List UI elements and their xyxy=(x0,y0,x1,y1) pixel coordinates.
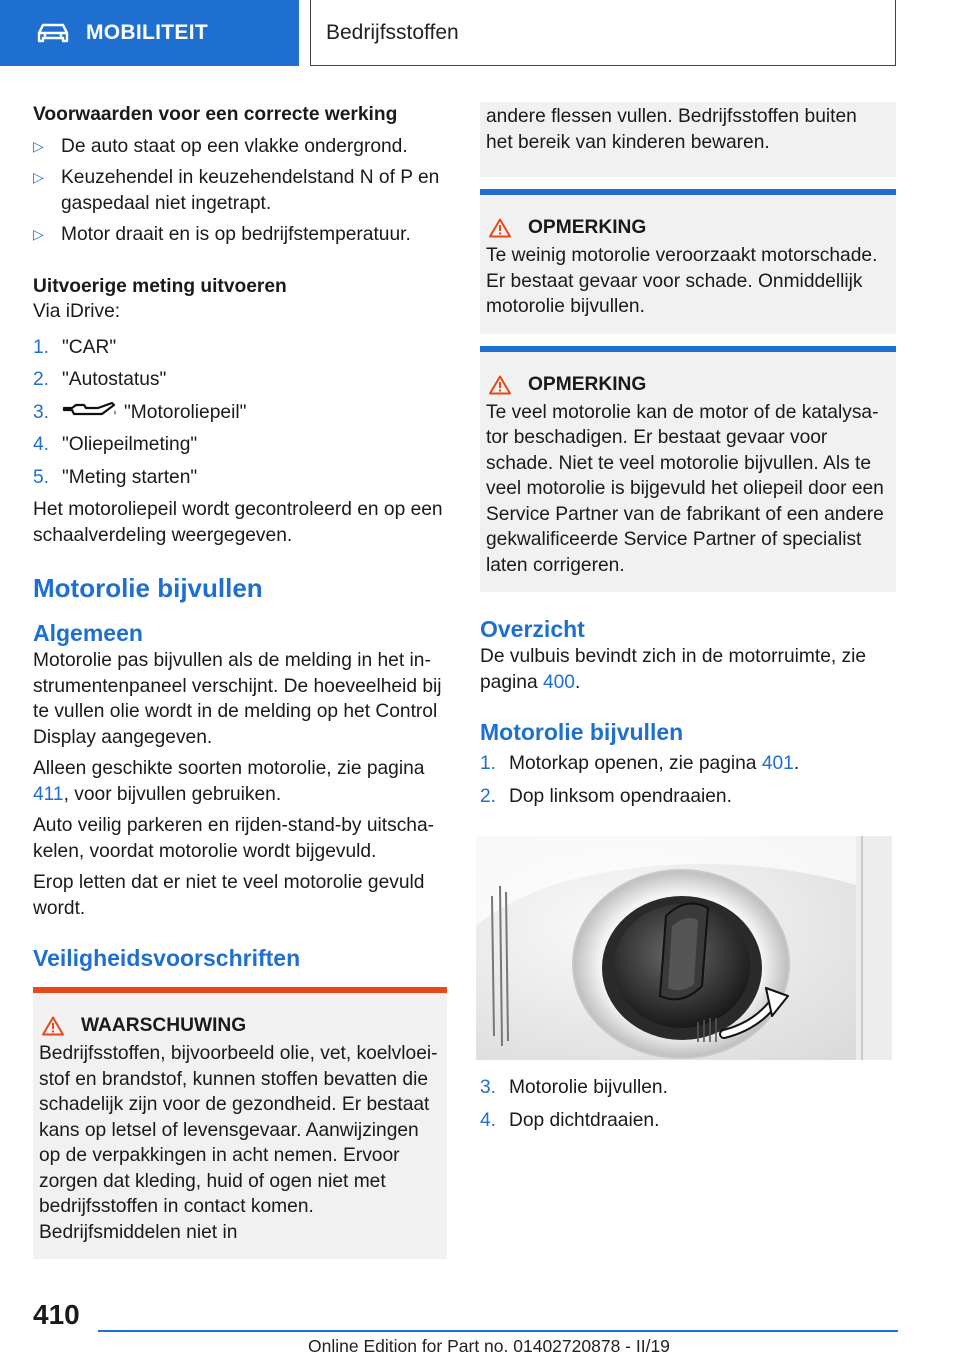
general-p2: Alleen geschikte soorten motorolie, zie pagina 411, voor bijvullen gebruiken. xyxy=(33,758,425,805)
oil-filler-cap-illustration xyxy=(476,836,892,1060)
page-title-text: Bedrijfsstoffen xyxy=(326,20,459,44)
right-column xyxy=(480,102,896,1140)
conditions-heading: Voorwaarden voor een correcte werking xyxy=(33,104,398,125)
note1-text: Te weinig motorolie veroorzaakt motorschade. Er bestaat gevaar voor schade. Onmiddellijk motorolie bijvullen. xyxy=(486,245,878,317)
list-item: 5. "Meting starten" xyxy=(33,466,198,488)
safety-heading: Veiligheidsvoorschriften xyxy=(33,945,301,971)
list-item: ▷ Motor draait en is op bedrijfstemperatuur. xyxy=(33,222,447,248)
footer-divider xyxy=(98,1330,898,1332)
list-item: ▷ De auto staat op een vlakke ondergrond. xyxy=(33,134,447,160)
refill-heading: Motorolie bijvullen xyxy=(33,573,263,603)
page-link-401[interactable]: 401 xyxy=(761,753,794,774)
page-number: 410 xyxy=(33,1299,80,1330)
refill-steps-heading: Motorolie bijvullen xyxy=(480,719,684,745)
note1-title: OPMERKING xyxy=(528,217,647,238)
triangle-bullet-icon: ▷ xyxy=(33,169,44,185)
list-item: 1. Motorkap openen, zie pagina 401. xyxy=(480,753,800,774)
page-title xyxy=(310,0,896,66)
car-icon xyxy=(36,22,70,44)
warning-continued-text: andere flessen vullen. Bedrijfsstoffen buiten het bereik van kinderen bewaren. xyxy=(486,106,857,153)
overview-text: De vulbuis bevindt zich in de motorruimte, zie pagina 400. xyxy=(480,646,867,693)
list-item: 1. "CAR" xyxy=(33,336,117,358)
list-item: 2. "Autostatus" xyxy=(33,369,167,390)
caution-triangle-icon xyxy=(489,218,511,238)
refill-steps-a xyxy=(480,751,896,809)
conditions-list xyxy=(33,134,447,248)
triangle-bullet-icon: ▷ xyxy=(33,137,44,154)
oil-can-icon xyxy=(62,401,118,421)
left-column xyxy=(33,102,447,1259)
overview-heading: Overzicht xyxy=(480,616,585,642)
list-item: 4. "Oliepeilmeting" xyxy=(33,434,198,455)
page-link-400[interactable]: 400 xyxy=(542,671,575,693)
list-item: 3. Motorolie bijvullen. xyxy=(480,1077,668,1098)
list-item: 2. Dop linksom opendraaien. xyxy=(480,785,732,807)
measure-result: Het motoroliepeil wordt gecontroleerd en op een schaalverdeling weergegeven. xyxy=(33,499,443,546)
list-item: 3. "Motoroliepeil" xyxy=(33,401,247,423)
note-box-1 xyxy=(480,189,896,334)
refill-steps-b xyxy=(480,1075,896,1133)
warning-text: Bedrijfsstoffen, bijvoorbeeld olie, vet, koelvloeistof en brandstof, kunnen stoffen bevatten die schadelijk zijn voor de gezondheid. Er bestaat kans op letsel of levensgevaar. Aanwijzingen op de verpakkingen in acht nemen. Ervoor zorgen dat kleding, huid of ogen niet met bedrijfsstoffen in contact komen. Bedrijfsmiddelen niet in xyxy=(39,1043,438,1243)
section-label: MOBILITEIT xyxy=(86,21,208,44)
via-idrive: Via iDrive: xyxy=(33,301,121,322)
general-p1: Motorolie pas bijvullen als de melding in het instrumentenpaneel verschijnt. De hoeveelheid bij te vullen olie wordt in de melding op het Control Display aangegeven. xyxy=(33,650,442,748)
caution-triangle-icon xyxy=(489,375,511,395)
note-box-2 xyxy=(480,346,896,593)
measure-heading: Uitvoerige meting uitvoeren xyxy=(33,275,287,297)
edition-note: Online Edition for Part no. 01402720878 - II/19 xyxy=(308,1336,670,1356)
general-heading: Algemeen xyxy=(33,620,143,646)
warning-triangle-icon xyxy=(42,1016,64,1036)
measure-steps xyxy=(33,335,447,491)
page-link-411[interactable]: 411 xyxy=(33,783,64,805)
warning-box xyxy=(33,987,447,1259)
section-tab[interactable] xyxy=(0,0,299,66)
note2-title: OPMERKING xyxy=(528,373,647,395)
warning-title: WAARSCHUWING xyxy=(81,1015,247,1036)
triangle-bullet-icon: ▷ xyxy=(33,226,44,242)
general-p3: Auto veilig parkeren en rijden-stand-by uitschakelen, voordat motorolie wordt bijgevuld. xyxy=(33,815,435,862)
note2-text: Te veel motorolie kan de motor of de katalysator beschadigen. Er bestaat gevaar voor schade. Niet te veel motorolie bijvullen. Als te veel motorolie is bijgevuld het oliepeil door een Service Partner van de fabrikant of een andere gekwalificeerde Service Partner of specialist laten corrigeren. xyxy=(486,401,884,576)
list-item: ▷ Keuzehendel in keuzehendelstand N of P en gaspedaal niet ingetrapt. xyxy=(33,167,440,214)
list-item: 4. Dop dichtdraaien. xyxy=(480,1109,660,1131)
warning-box-continued xyxy=(480,102,896,177)
general-p4: Erop letten dat er niet te veel motorolie gevuld wordt. xyxy=(33,872,425,919)
